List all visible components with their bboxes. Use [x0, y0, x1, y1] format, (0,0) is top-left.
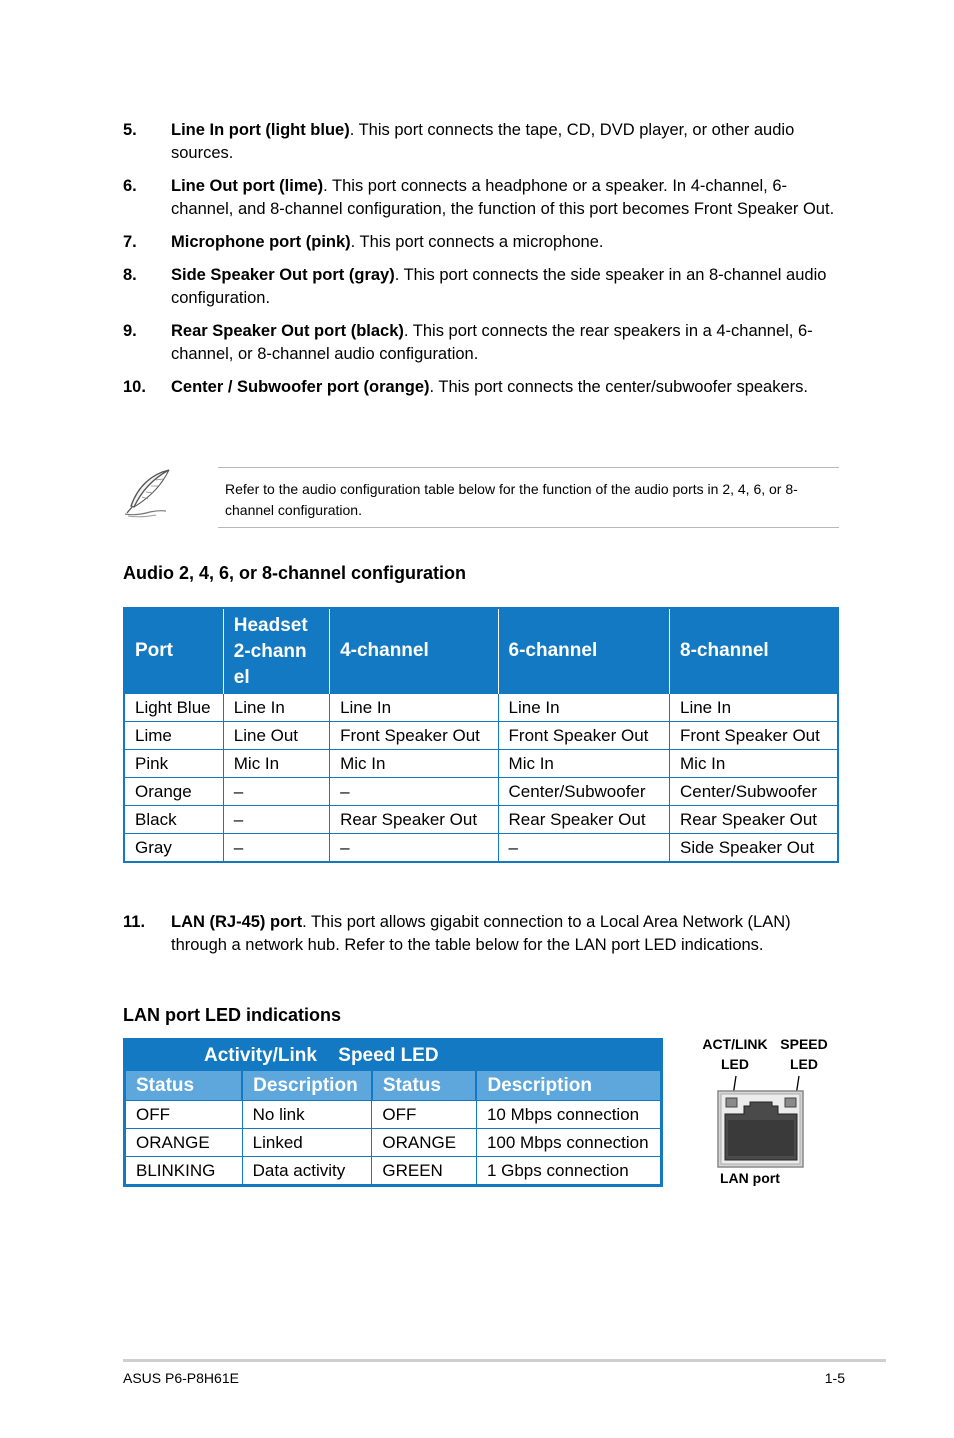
lan-led-heading: LAN port LED indications	[123, 1005, 341, 1025]
list-item	[123, 320, 843, 366]
table-cell: Line In	[498, 694, 669, 722]
audio-config-heading: Audio 2, 4, 6, or 8-channel configuration	[123, 563, 467, 583]
list-item	[123, 376, 843, 399]
table-cell: Data activity	[242, 1157, 372, 1186]
feather-pen-icon	[122, 466, 174, 518]
table-cell: 10 Mbps connection	[476, 1101, 661, 1129]
table-cell: –	[223, 834, 329, 863]
table-cell: Rear Speaker Out	[498, 806, 669, 834]
table-cell: GREEN	[372, 1157, 477, 1186]
table-cell: Front Speaker Out	[330, 722, 498, 750]
table-cell: Front Speaker Out	[670, 722, 839, 750]
group-header-speed: Speed LED	[338, 1045, 439, 1066]
item-number: 8.	[123, 266, 137, 284]
note-box	[218, 467, 839, 528]
note-text: Refer to the audio configuration table below for the function of the audio ports in 2, 4, 6, or 8-channel configuration.	[225, 481, 798, 518]
item-title: Rear Speaker Out port (black)	[171, 322, 404, 340]
item-text: . This port connects a microphone.	[350, 233, 604, 251]
speed-label-line2: LED	[790, 1056, 818, 1072]
item-title: LAN (RJ-45) port	[171, 913, 303, 931]
column-header	[223, 608, 329, 694]
table-cell: 1 Gbps connection	[476, 1157, 661, 1186]
table-cell: Mic In	[670, 750, 839, 778]
footer-page-number: 1-5	[824, 1370, 845, 1386]
lan-port-label: LAN port	[720, 1170, 780, 1186]
table-cell: Gray	[124, 834, 223, 863]
table-row	[125, 1129, 662, 1157]
item-number: 10.	[123, 378, 146, 396]
table-cell: Mic In	[223, 750, 329, 778]
table-cell: Center/Subwoofer	[670, 778, 839, 806]
item-text: . This port connects a headphone or a speaker. In 4-channel, 6-channel, and 8-channel configuration, the function of this port becomes Front Speaker Out.	[171, 177, 835, 218]
table-cell: Line In	[223, 694, 329, 722]
table-cell: Lime	[124, 722, 223, 750]
column-header-text: Headset 2-channel	[233, 615, 308, 688]
column-header: 4-channel	[330, 608, 498, 694]
table-header-row	[124, 608, 838, 694]
column-header: 8-channel	[670, 608, 839, 694]
item-number: 6.	[123, 177, 137, 195]
lan-led-table	[123, 1038, 663, 1187]
speed-label-line1: SPEED	[780, 1036, 828, 1052]
item-text: . This port allows gigabit connection to a Local Area Network (LAN) through a network hub. Refer to the table below for the LAN port LED indications.	[171, 913, 791, 954]
item-text: . This port connects the rear speakers in a 4-channel, 6-channel, or 8-channel audio configuration.	[171, 322, 813, 363]
list-item	[123, 264, 843, 310]
table-cell: Black	[124, 806, 223, 834]
table-row	[125, 1157, 662, 1186]
item-text: . This port connects the center/subwoofer speakers.	[429, 378, 808, 396]
column-header: Port	[124, 608, 223, 694]
table-row	[125, 1101, 662, 1129]
table-cell: –	[330, 834, 498, 863]
column-header: Description	[242, 1071, 372, 1101]
item-number: 11.	[123, 913, 146, 931]
table-cell: BLINKING	[125, 1157, 243, 1186]
table-cell: OFF	[125, 1101, 243, 1129]
lan-port-diagram	[700, 1034, 840, 1194]
table-cell: Rear Speaker Out	[670, 806, 839, 834]
table-row	[124, 778, 838, 806]
table-row	[124, 834, 838, 863]
column-header: Status	[372, 1071, 477, 1101]
table-row	[124, 750, 838, 778]
group-header-activity: Activity/Link	[204, 1045, 317, 1066]
table-cell: No link	[242, 1101, 372, 1129]
table-cell: 100 Mbps connection	[476, 1129, 661, 1157]
list-item	[123, 911, 843, 957]
table-row	[124, 806, 838, 834]
item-text: . This port connects the tape, CD, DVD player, or other audio sources.	[171, 121, 795, 162]
table-cell: Center/Subwoofer	[498, 778, 669, 806]
table-cell: ORANGE	[372, 1129, 477, 1157]
table-group-header-row	[125, 1040, 662, 1072]
table-cell: Orange	[124, 778, 223, 806]
list-item	[123, 231, 843, 254]
table-cell: Mic In	[498, 750, 669, 778]
lan-description	[123, 911, 843, 967]
item-number: 9.	[123, 322, 137, 340]
footer-rule	[123, 1359, 886, 1362]
table-cell: ORANGE	[125, 1129, 243, 1157]
column-header: Status	[125, 1071, 243, 1101]
table-cell: –	[223, 778, 329, 806]
table-cell: Side Speaker Out	[670, 834, 839, 863]
table-cell: OFF	[372, 1101, 477, 1129]
table-cell: –	[330, 778, 498, 806]
item-text: . This port connects the side speaker in an 8-channel audio configuration.	[171, 266, 827, 307]
table-cell: Front Speaker Out	[498, 722, 669, 750]
table-cell: –	[223, 806, 329, 834]
item-title: Side Speaker Out port (gray)	[171, 266, 395, 284]
audio-config-table	[123, 607, 839, 863]
item-title: Line Out port (lime)	[171, 177, 324, 195]
column-header: 6-channel	[498, 608, 669, 694]
item-title: Line In port (light blue)	[171, 121, 350, 139]
table-cell: Pink	[124, 750, 223, 778]
table-cell: Line Out	[223, 722, 329, 750]
table-cell: Line In	[330, 694, 498, 722]
item-title: Microphone port (pink)	[171, 233, 351, 251]
table-cell: Rear Speaker Out	[330, 806, 498, 834]
item-number: 7.	[123, 233, 137, 251]
table-cell: –	[498, 834, 669, 863]
column-header: Description	[476, 1071, 661, 1101]
list-item	[123, 175, 843, 221]
table-cell: Mic In	[330, 750, 498, 778]
item-title: Center / Subwoofer port (orange)	[171, 378, 430, 396]
group-header	[125, 1040, 662, 1072]
footer-product-name: ASUS P6-P8H61E	[123, 1370, 239, 1386]
list-item	[123, 119, 843, 165]
table-cell: Light Blue	[124, 694, 223, 722]
table-cell: Linked	[242, 1129, 372, 1157]
item-number: 5.	[123, 121, 137, 139]
table-row	[124, 694, 838, 722]
port-description-list	[123, 119, 843, 409]
table-cell: Line In	[670, 694, 839, 722]
act-link-label-line1: ACT/LINK	[702, 1036, 768, 1052]
act-link-label-line2: LED	[721, 1056, 749, 1072]
table-header-row	[125, 1071, 662, 1101]
table-row	[124, 722, 838, 750]
